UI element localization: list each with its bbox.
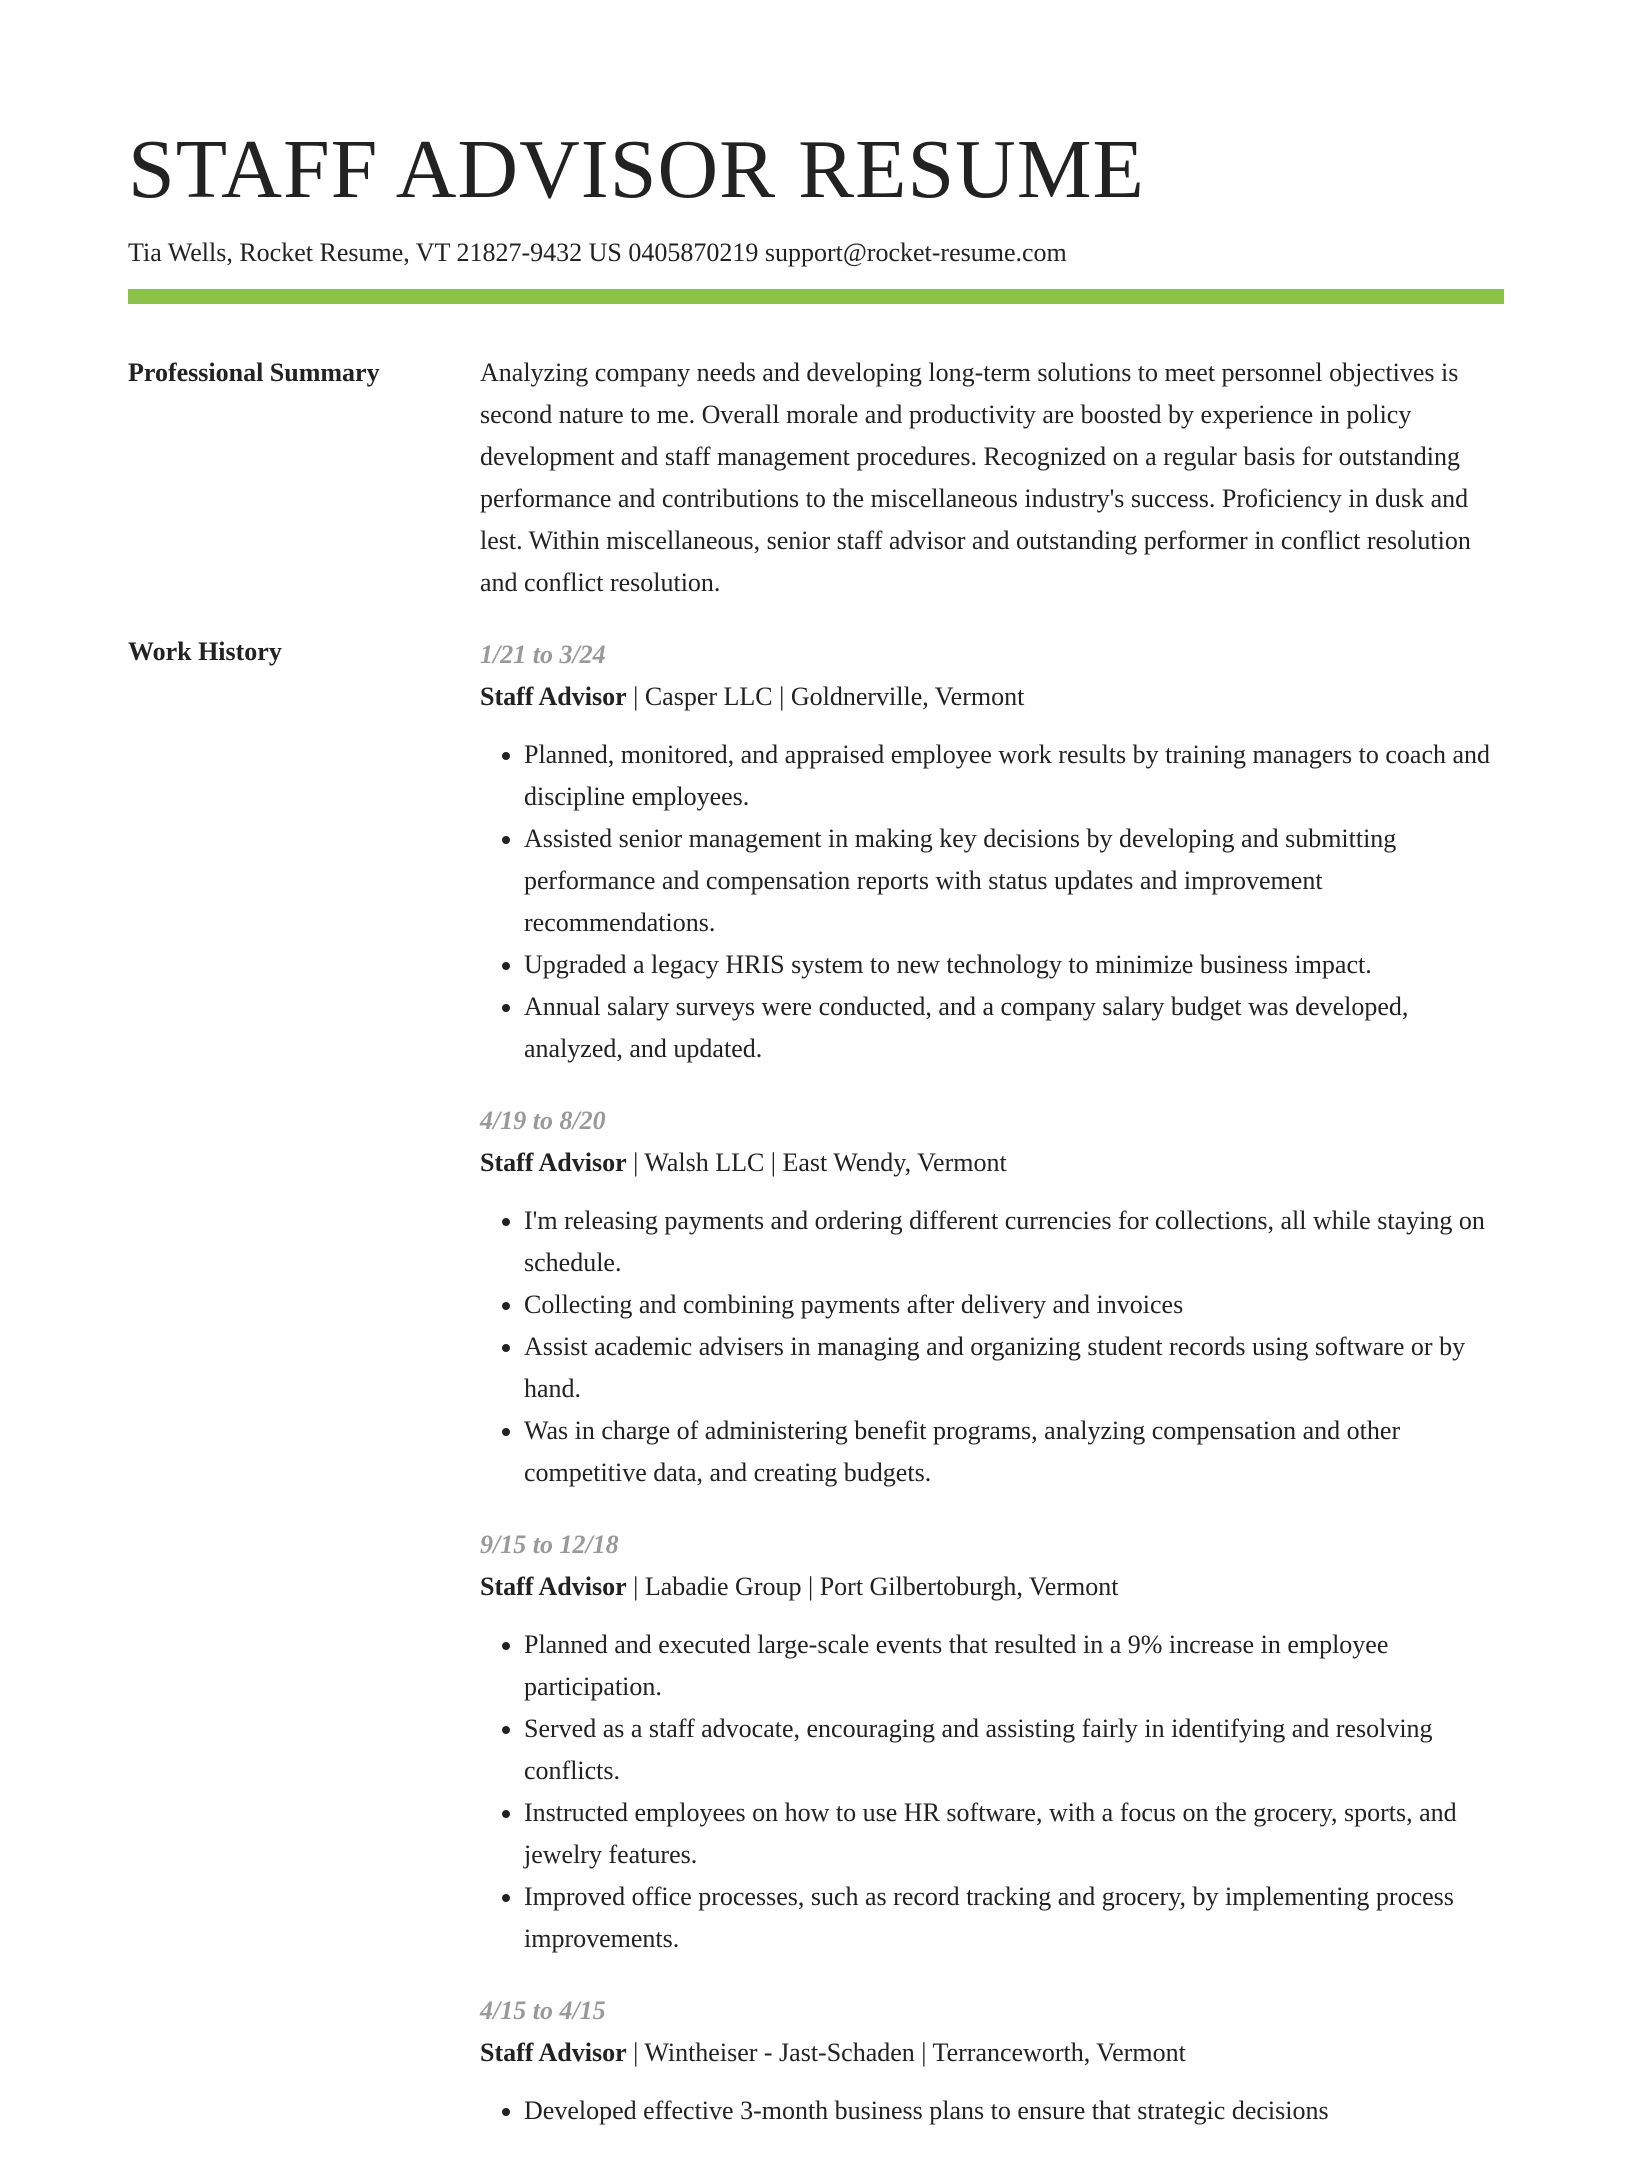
- job-bullet: • Collecting and combining payments after delivery and invoices: [524, 1284, 1504, 1326]
- work-history-section: [128, 634, 1504, 2162]
- job-heading: [480, 2032, 1504, 2074]
- job-dates: 9/15 to 12/18: [480, 1530, 619, 1559]
- job-bullet: • Annual salary surveys were conducted, and a company salary budget was developed, analyzed, and updated.: [524, 986, 1504, 1070]
- professional-summary-section: [128, 355, 1504, 604]
- job-bullet: • Served as a staff advocate, encouraging and assisting fairly in identifying and resolving conflicts.: [524, 1708, 1504, 1792]
- job-list: [480, 634, 1504, 2162]
- contact-line: Tia Wells, Rocket Resume, VT 21827-9432 US 0405870219 support@rocket-resume.com: [128, 238, 1067, 267]
- job-heading: [480, 676, 1504, 718]
- job-bullets: [480, 2090, 1504, 2132]
- section-label-work-history: Work History: [128, 637, 282, 666]
- job-bullet: • Developed effective 3-month business plans to ensure that strategic decisions: [524, 2090, 1504, 2132]
- job-bullets: [480, 734, 1504, 1070]
- job-dates: 4/15 to 4/15: [480, 1996, 606, 2025]
- job-dates: 1/21 to 3/24: [480, 640, 606, 669]
- job-bullet: • Planned, monitored, and appraised employee work results by training managers to coach and discipline employees.: [524, 734, 1504, 818]
- job-bullet: • Instructed employees on how to use HR software, with a focus on the grocery, sports, and jewelry features.: [524, 1792, 1504, 1876]
- job-entry: [480, 634, 1504, 1070]
- job-bullet: • Improved office processes, such as record tracking and grocery, by implementing process improvements.: [524, 1876, 1504, 1960]
- job-company-location: | Wintheiser - Jast-Schaden | Terranceworth, Vermont: [626, 2038, 1186, 2067]
- job-heading: [480, 1566, 1504, 1608]
- job-bullet: • Was in charge of administering benefit programs, analyzing compensation and other competitive data, and creating budgets.: [524, 1410, 1504, 1494]
- job-role: Staff Advisor: [480, 1148, 627, 1177]
- job-bullet: • Planned and executed large-scale events that resulted in a 9% increase in employee participation.: [524, 1624, 1504, 1708]
- job-bullets: [480, 1624, 1504, 1960]
- job-entry: [480, 1524, 1504, 1960]
- job-bullet: • I'm releasing payments and ordering different currencies for collections, all while staying on schedule.: [524, 1200, 1504, 1284]
- accent-divider: [128, 289, 1504, 304]
- job-role: Staff Advisor: [480, 1572, 627, 1601]
- job-company-location: | Walsh LLC | East Wendy, Vermont: [626, 1148, 1007, 1177]
- job-bullet: • Upgraded a legacy HRIS system to new technology to minimize business impact.: [524, 944, 1504, 986]
- job-entry: [480, 1990, 1504, 2132]
- job-dates: 4/19 to 8/20: [480, 1106, 606, 1135]
- section-label-summary: Professional Summary: [128, 358, 380, 387]
- job-role: Staff Advisor: [480, 682, 627, 711]
- job-bullet: • Assisted senior management in making key decisions by developing and submitting performance and compensation reports with status updates and improvement recommendations.: [524, 818, 1504, 944]
- summary-text: Analyzing company needs and developing long-term solutions to meet personnel objectives is second nature to me. Overall morale and productivity are boosted by experience in policy development and staff management procedures. Recognized on a regular basis for outstanding performance and contributions to the miscellaneous industry's success. Proficiency in dusk and lest. Within miscellaneous, senior staff advisor and outstanding performer in conflict resolution and conflict resolution.: [480, 358, 1471, 597]
- resume-page: [128, 118, 1504, 2162]
- job-entry: [480, 1100, 1504, 1494]
- resume-title: STAFF ADVISOR RESUME: [128, 123, 1145, 216]
- job-role: Staff Advisor: [480, 2038, 627, 2067]
- job-company-location: | Casper LLC | Goldnerville, Vermont: [626, 682, 1025, 711]
- job-company-location: | Labadie Group | Port Gilbertoburgh, Vermont: [626, 1572, 1119, 1601]
- job-bullet: • Assist academic advisers in managing and organizing student records using software or by hand.: [524, 1326, 1504, 1410]
- job-bullets: [480, 1200, 1504, 1494]
- job-heading: [480, 1142, 1504, 1184]
